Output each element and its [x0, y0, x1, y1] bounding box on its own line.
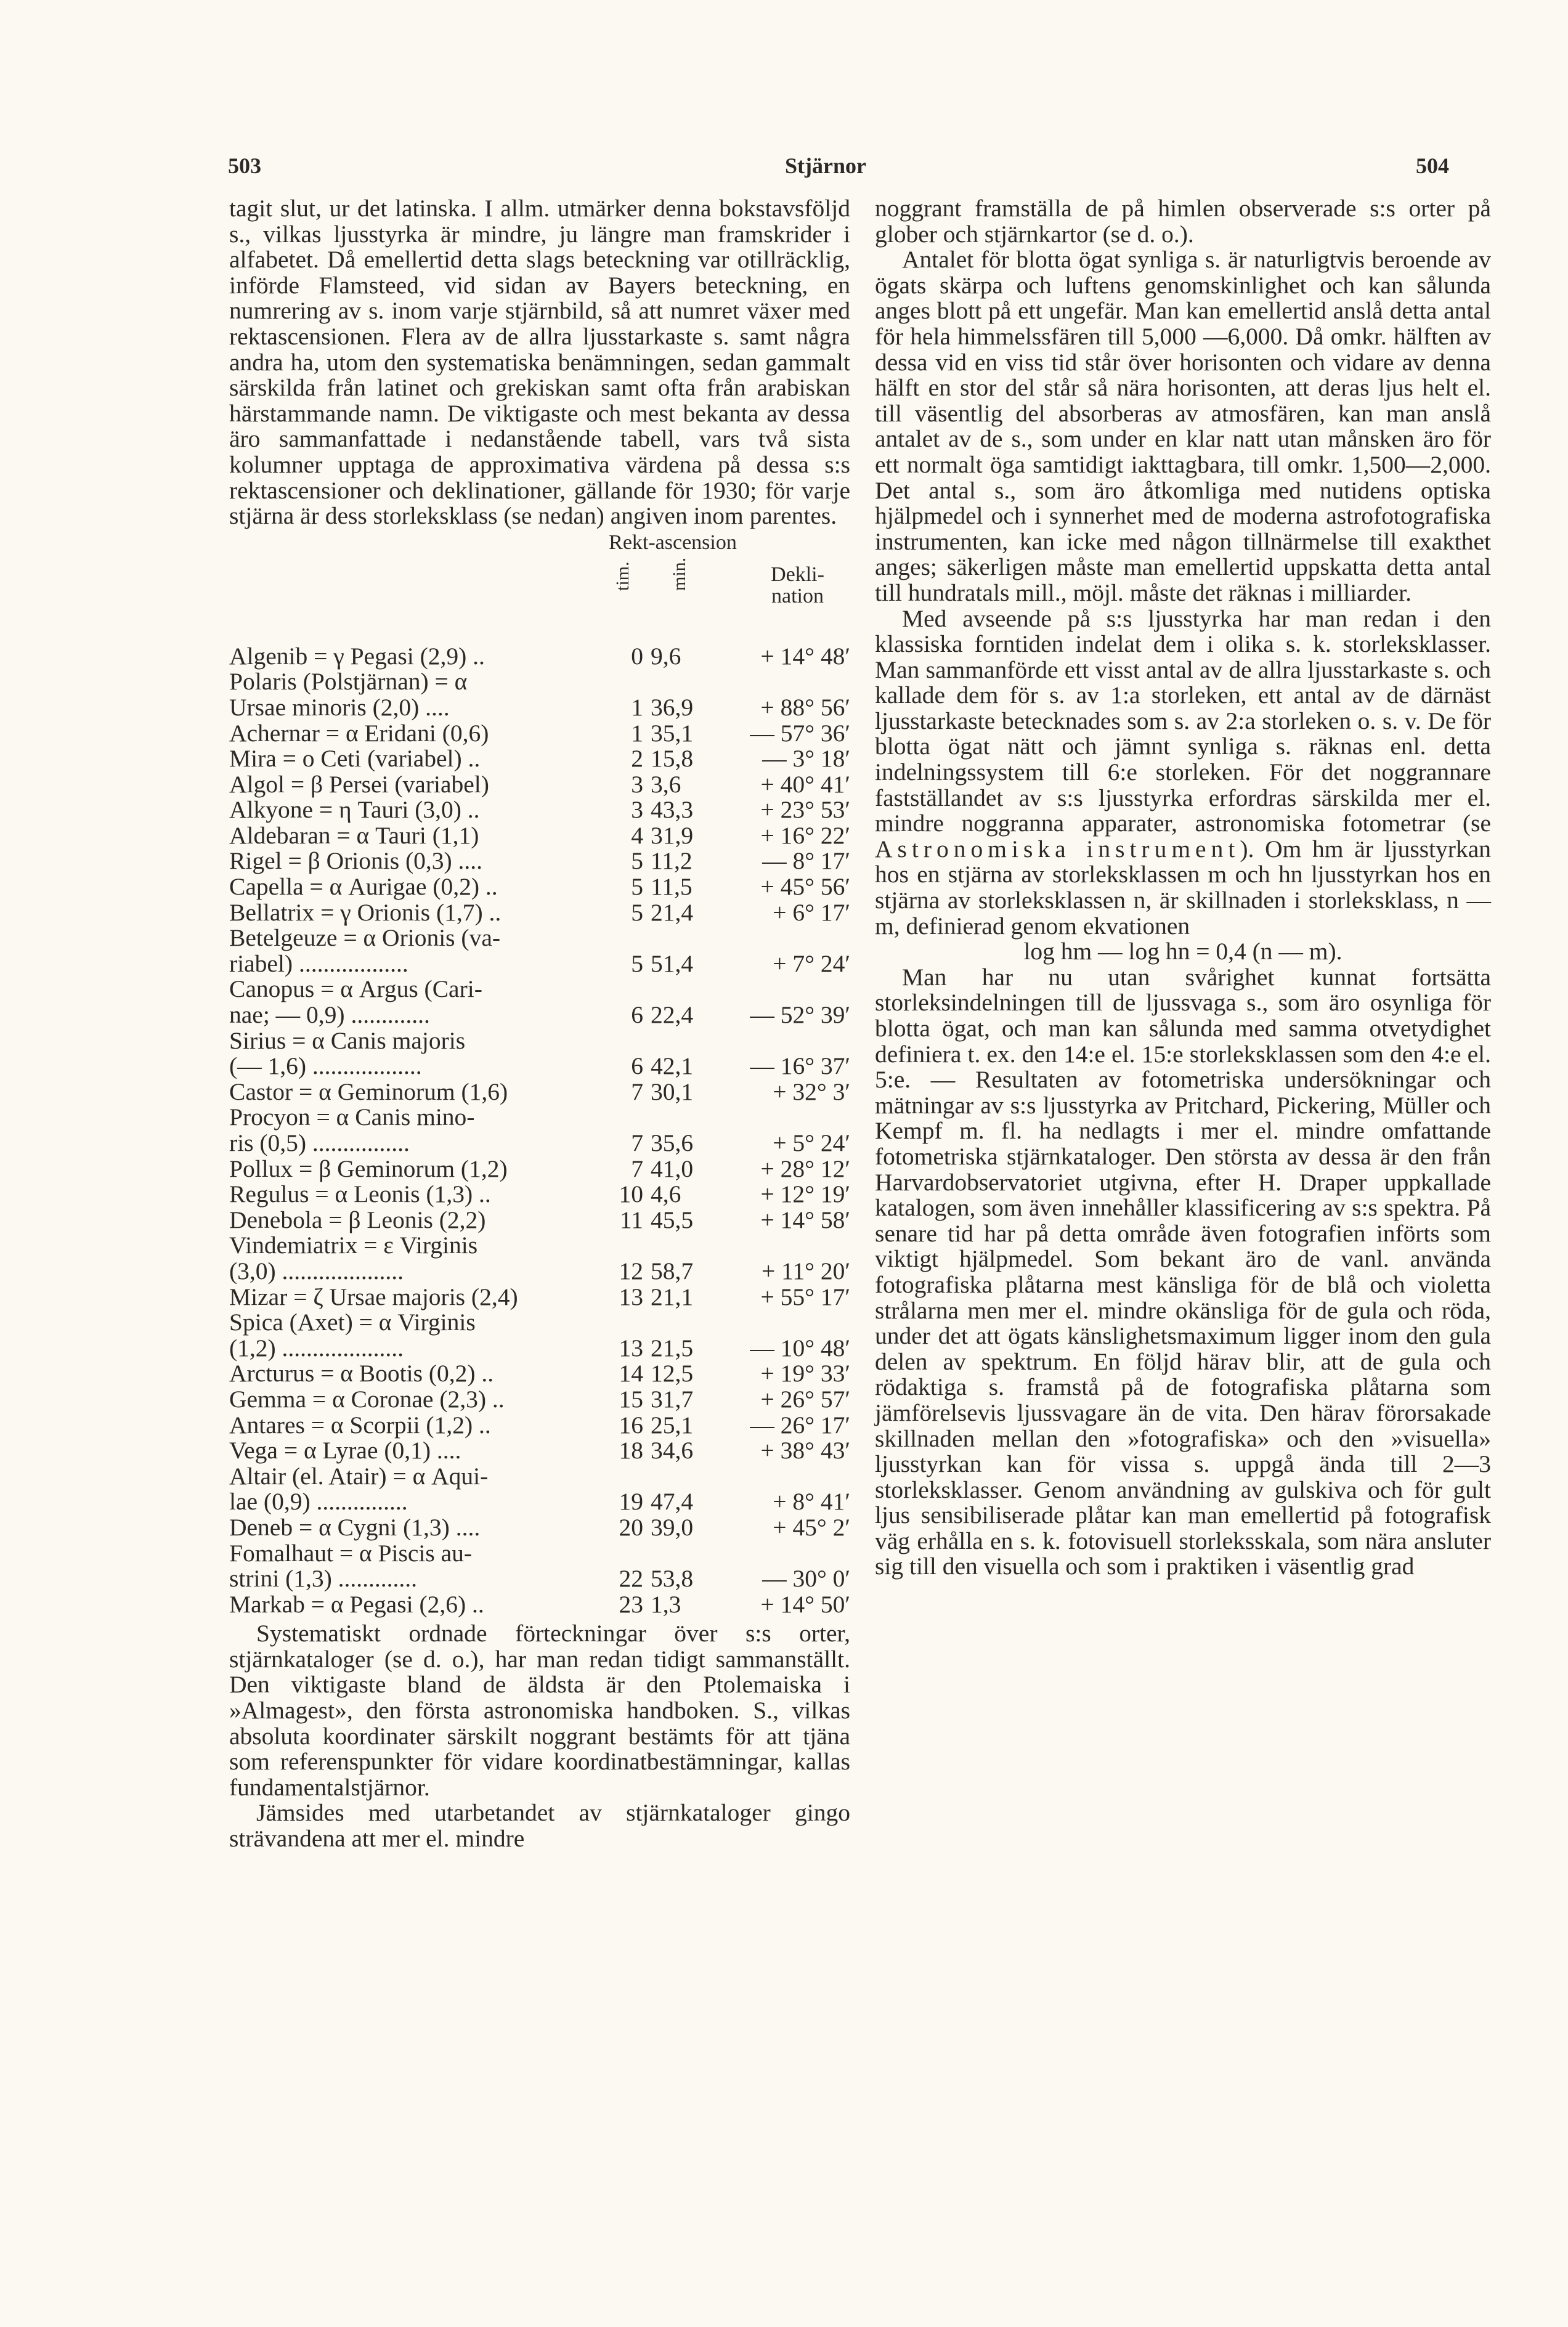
page-number-right: 504: [1416, 153, 1449, 178]
declination: + 19° 33′: [760, 1360, 850, 1387]
ra-hours: 10: [619, 1180, 643, 1208]
star-name: Antares = α Scorpii (1,2) ..: [229, 1411, 491, 1439]
instrument-reference: Astronomiska instrument: [875, 835, 1240, 863]
declination: + 14° 58′: [760, 1206, 850, 1233]
globes-paragraph: noggrant framställa de på himlen observerade s:s orter på glober och stjärnkartor (se d. o.).: [875, 195, 1491, 248]
ra-minutes: 58,7: [651, 1257, 694, 1285]
declination: — 30° 0′: [762, 1565, 850, 1593]
star-name: Polaris (Polstjärnan) = α: [229, 668, 468, 696]
ra-hours: 0: [631, 642, 643, 670]
page-number-left: 503: [228, 153, 261, 178]
table-row: [229, 977, 850, 1002]
table-row: [229, 1336, 850, 1362]
table-row: [229, 1131, 850, 1156]
table-row: [229, 848, 850, 874]
declination: + 14° 48′: [760, 642, 850, 670]
ra-minutes: 51,4: [651, 949, 694, 977]
table-row: [229, 925, 850, 951]
ra-hours: 3: [631, 770, 643, 798]
declination: + 7° 24′: [773, 949, 850, 977]
ra-minutes: 21,5: [651, 1334, 694, 1362]
declination: + 45° 2′: [773, 1513, 850, 1541]
running-title: Stjärnor: [785, 153, 866, 178]
ra-minutes: 53,8: [651, 1565, 694, 1593]
star-name: Ursae minoris (2,0) ....: [229, 693, 450, 721]
table-row: [229, 951, 850, 977]
declination: — 26° 17′: [750, 1411, 850, 1439]
right-column: [875, 196, 1491, 1580]
table-row: [229, 1156, 850, 1182]
star-name: Algenib = γ Pegasi (2,9) ..: [229, 642, 485, 670]
ra-minutes: 12,5: [651, 1360, 694, 1387]
ra-minutes: 9,6: [651, 642, 681, 670]
catalog-paragraph: Systematiskt ordnade förteckningar över s:s orter, stjärnkataloger (se d. o.), har man redan tidigt sammanställt. Den viktigaste bland de äldsta är den Ptolemaiska i »Almagest», den första astronomiska handboken. S., vilkas absoluta koordinater särskilt noggrant bestämts för att tjäna som referenspunkter för vidare koordinatbestämningar, kallas fundamentalstjärnor.: [229, 1620, 850, 1801]
table-row: [229, 1464, 850, 1490]
table-row: [229, 1105, 850, 1131]
ra-minutes: 42,1: [651, 1052, 694, 1080]
declination: + 26° 57′: [760, 1385, 850, 1413]
declination: — 8° 17′: [762, 847, 850, 875]
declination: + 8° 41′: [773, 1488, 850, 1516]
table-row: [229, 874, 850, 900]
declination: + 88° 56′: [760, 693, 850, 721]
ra-minutes: 1,3: [651, 1590, 681, 1618]
declination: + 32° 3′: [773, 1078, 850, 1105]
table-row: [229, 1208, 850, 1233]
ra-minutes: 35,6: [651, 1129, 694, 1156]
declination: + 5° 24′: [773, 1129, 850, 1156]
magnitude-text-b: ). Om hm är ljusstyrkan hos en stjärna av storleksklassen m och hn ljusstyrkan hos en stjärna av storleksklassen n, är skillnaden i storleksklass, n — m, definierad genom ekvationen: [875, 835, 1491, 940]
declination: + 6° 17′: [773, 898, 850, 926]
star-name: nae; — 0,9) .............: [229, 1001, 430, 1029]
star-name: Regulus = α Leonis (1,3) ..: [229, 1180, 491, 1208]
star-name: riabel) ..................: [229, 949, 408, 977]
magnitude-paragraph: [875, 606, 1491, 940]
star-name: Achernar = α Eridani (0,6): [229, 719, 489, 747]
star-name: (3,0) ....................: [229, 1257, 404, 1285]
magnitude-text-a: Med avseende på s:s ljusstyrka har man redan i den klassiska forntiden indelat dem i olika s. k. storleksklasser. Man sammanförde ett visst antal av de allra ljusstarkaste s. och kallade dem för s. av 1:a storleken, ett antal av de därnäst ljusstarkaste betecknades som s. av 2:a storleken o. s. v. De för blotta ögat nätt och jämnt synliga s. räknas enl. detta indelningssystem till 6:e storleken. För det noggrannare fastställandet av s:s ljusstyrka erfordras särskilda mer el. mindre noggranna apparater, astronomiska fotometrar (se: [875, 604, 1491, 837]
ra-hours: 11: [619, 1206, 643, 1233]
star-name: Altair (el. Atair) = α Aqui-: [229, 1462, 489, 1490]
ra-hours: 6: [631, 1052, 643, 1080]
ra-minutes: 34,6: [651, 1437, 694, 1464]
star-name: (1,2) ....................: [229, 1334, 404, 1362]
table-row: [229, 669, 850, 695]
table-row: [229, 644, 850, 670]
ra-minutes: 36,9: [651, 693, 694, 721]
star-name: Sirius = α Canis majoris: [229, 1026, 466, 1054]
table-row: [229, 1233, 850, 1259]
ra-minutes: 30,1: [651, 1078, 694, 1105]
declination: + 16° 22′: [760, 821, 850, 849]
ra-hours: 13: [619, 1334, 643, 1362]
declination: — 3° 18′: [762, 745, 850, 773]
declination: — 52° 39′: [750, 1001, 850, 1029]
table-row: [229, 1054, 850, 1079]
left-column: [229, 196, 850, 1852]
declination: + 23° 53′: [760, 796, 850, 824]
star-name: Denebola = β Leonis (2,2): [229, 1206, 486, 1233]
ra-hours: 2: [631, 745, 643, 773]
star-name: lae (0,9) ...............: [229, 1488, 408, 1516]
star-name: Gemma = α Coronae (2,3) ..: [229, 1385, 505, 1413]
ra-minutes: 25,1: [651, 1411, 694, 1439]
table-row: [229, 1515, 850, 1541]
declination: + 55° 17′: [760, 1283, 850, 1310]
ra-hours: 7: [631, 1129, 643, 1156]
table-row: [229, 1387, 850, 1413]
ra-minutes: 11,5: [651, 873, 693, 901]
star-name: Deneb = α Cygni (1,3) ....: [229, 1513, 481, 1541]
ra-minutes: 43,3: [651, 796, 694, 824]
star-name: Bellatrix = γ Orionis (1,7) ..: [229, 898, 502, 926]
ra-hours: 14: [619, 1360, 643, 1387]
table-row: [229, 1285, 850, 1310]
photometry-paragraph: Man har nu utan svårighet kunnat fortsätta storleksindelningen till de ljussvaga s., som äro osynliga för blotta ögat, och man kan sålunda med samma otvetydighet definiera t. ex. den 14:e el. 15:e storleksklassen som den 4:e el. 5:e. — Resultaten av fotometriska undersökningar och mätningar av s:s ljusstyrka av Pritchard, Pickering, Müller och Kempf m. fl. ha nedlagts i mer el. mindre omfattande fotometriska stjärnkataloger. Den största av dessa är den från Harvardobservatoriet utgivna, efter H. Draper uppkallade katalogen, som även innehåller klassificering av s:s spektra. På senare tid har på detta område även fotografien införts som viktigt hjälpmedel. Som bekant äro de vanl. använda fotografiska plåtarna mest känsliga för de blå och violetta strålarna men mer el. mindre okänsliga för de gula och röda, under det att ögats känslighetsmaximum ligger inom den gula delen av spektrum. En följd härav blir, att de gula och rödaktiga s. framstå på de fotografiska plåtarna som jämförelsevis ljussvagare än de vita. Den härav förorsakade skillnaden mellan den »fotografiska» och den »visuella» ljusstyrkan kan för vissa s. uppgå ända till 2—3 storleksklasser. Genom användning av gulskiva och för gult ljus sensibiliserade plåtar kan man emellertid på fotografisk väg erhålla en s. k. fotovisuell storleksskala, som nära ansluter sig till den visuella och som i praktiken i väsentlig grad: [875, 963, 1491, 1580]
table-row: [229, 772, 850, 798]
ra-minutes: 47,4: [651, 1488, 694, 1516]
table-row: [229, 1361, 850, 1387]
ra-hours: 5: [631, 898, 643, 926]
ra-hours: 18: [619, 1437, 643, 1464]
ra-minutes: 45,5: [651, 1206, 694, 1233]
table-row: [229, 721, 850, 747]
star-name: Spica (Axet) = α Virginis: [229, 1309, 476, 1336]
table-row: [229, 1079, 850, 1105]
ra-hours: 7: [631, 1155, 643, 1182]
ra-minutes: 21,1: [651, 1283, 694, 1310]
ra-hours: 5: [631, 873, 643, 901]
star-name: Mira = ο Ceti (variabel) ..: [229, 745, 481, 773]
ra-hours: 7: [631, 1078, 643, 1105]
table-row: [229, 1489, 850, 1515]
table-row: [229, 1182, 850, 1208]
ra-hours: 19: [619, 1488, 643, 1516]
declination: + 40° 41′: [760, 770, 850, 798]
star-name: Rigel = β Orionis (0,3) ....: [229, 847, 483, 875]
table-row: [229, 823, 850, 849]
ra-hours: 23: [619, 1590, 643, 1618]
star-name: Aldebaran = α Tauri (1,1): [229, 821, 479, 849]
star-name: Arcturus = α Bootis (0,2) ..: [229, 1360, 494, 1387]
star-table: [229, 644, 850, 1618]
ra-hours: 1: [631, 693, 643, 721]
ra-hours: 13: [619, 1283, 643, 1310]
ra-minutes: 21,4: [651, 898, 694, 926]
star-name: Betelgeuze = α Orionis (va-: [229, 924, 501, 952]
declination: — 10° 48′: [750, 1334, 850, 1362]
table-row: [229, 1259, 850, 1285]
intro-paragraph: tagit slut, ur det latinska. I allm. utmärker denna bokstavsföljd s., vilkas ljusstyrka är mindre, ju längre man framskrider i alfabetet. Då emellertid detta slags beteckning var otillräcklig, införde Flamsteed, vid sidan av Bayers beteckning, en numrering av s. inom varje stjärnbild, så att numret växer med rektascensionen. Flera av de allra ljusstarkaste s. samt några andra ha, utom den systematiska benämningen, sedan gammalt särskilda från latinet och grekiskan samt ofta från arabiskan härstammande namn. De viktigaste och mest bekanta av dessa äro sammanfattade i nedanstående tabell, vars två sista kolumner upptaga de approximativa värdena på dessa s:s rektascensioner och deklinationer, gällande för 1930; för varje stjärna är dess storleksklass (se nedan) angiven inom parentes.: [229, 195, 850, 530]
ra-hours: 5: [631, 949, 643, 977]
header-rektascension: Rekt-ascension: [609, 530, 737, 554]
star-name: Castor = α Geminorum (1,6): [229, 1078, 508, 1105]
table-row: [229, 1002, 850, 1028]
ra-minutes: 41,0: [651, 1155, 694, 1182]
table-row: [229, 1438, 850, 1464]
ra-minutes: 4,6: [651, 1180, 681, 1208]
count-paragraph: Antalet för blotta ögat synliga s. är naturligtvis beroende av ögats skärpa och luftens genomskinlighet och kan sålunda anges blott på ett ungefär. Man kan emellertid anslå detta antal för hela himmelssfären till 5,000 —6,000. Då omkr. hälften av dessa vid en viss tid står över horisonten och vidare av denna hälft en stor del står så nära horisonten, att deras ljus helt el. till väsentlig del absorberas av atmosfären, kan man anslå antalet av de s., som under en klar natt utan månsken äro för ett normalt öga samtidigt iakttagbara, till omkr. 1,500—2,000. Det antal s., som äro åtkomliga med nutidens optiska hjälpmedel och i synnerhet med de moderna astrofotografiska instrumenten, kan icke med någon tillnärmelse till exakthet anges; säkerligen måste man emellertid uppskatta detta antal till hundratals mill., möjl. måste det räknas i milliarder.: [875, 246, 1491, 606]
table-row: [229, 695, 850, 721]
star-name: Vindemiatrix = ε Virginis: [229, 1232, 478, 1259]
star-name: strini (1,3) .............: [229, 1565, 418, 1593]
ra-hours: 22: [619, 1565, 643, 1593]
header-min: min.: [669, 557, 689, 591]
table-row: [229, 1413, 850, 1439]
header-tim: tim.: [612, 561, 633, 591]
star-name: Vega = α Lyrae (0,1) ....: [229, 1437, 461, 1464]
star-name: Procyon = α Canis mino-: [229, 1103, 475, 1131]
table-row: [229, 1310, 850, 1336]
magnitude-formula: log hm — log hn = 0,4 (n — m).: [1023, 938, 1343, 965]
ra-minutes: 3,6: [651, 770, 681, 798]
declination: — 57° 36′: [750, 719, 850, 747]
ra-minutes: 22,4: [651, 1001, 694, 1029]
declination: + 14° 50′: [760, 1590, 850, 1618]
ra-minutes: 15,8: [651, 745, 694, 773]
star-name: Fomalhaut = α Piscis au-: [229, 1539, 473, 1567]
ra-minutes: 35,1: [651, 719, 694, 747]
table-row: [229, 746, 850, 772]
ra-hours: 15: [619, 1385, 643, 1413]
ra-minutes: 11,2: [651, 847, 693, 875]
star-name: ris (0,5) ................: [229, 1129, 410, 1156]
ra-minutes: 31,7: [651, 1385, 694, 1413]
ra-minutes: 39,0: [651, 1513, 694, 1541]
ra-hours: 4: [631, 821, 643, 849]
ra-hours: 1: [631, 719, 643, 747]
star-name: Markab = α Pegasi (2,6) ..: [229, 1590, 484, 1618]
declination: + 12° 19′: [760, 1180, 850, 1208]
star-name: (— 1,6) ..................: [229, 1052, 422, 1080]
closing-paragraph: Jämsides med utarbetandet av stjärnkataloger gingo strävandena att mer el. mindre: [229, 1799, 850, 1853]
table-row: [229, 1592, 850, 1618]
declination: + 45° 56′: [760, 873, 850, 901]
star-name: Capella = α Aurigae (0,2) ..: [229, 873, 498, 901]
ra-minutes: 31,9: [651, 821, 694, 849]
star-name: Mizar = ζ Ursae majoris (2,4): [229, 1283, 518, 1310]
declination: + 11° 20′: [762, 1257, 850, 1285]
star-table-header: [229, 532, 850, 644]
table-row: [229, 1028, 850, 1054]
ra-hours: 20: [619, 1513, 643, 1541]
table-row: [229, 1541, 850, 1567]
ra-hours: 3: [631, 796, 643, 824]
table-row: [229, 1566, 850, 1592]
ra-hours: 5: [631, 847, 643, 875]
star-name: Alkyone = η Tauri (3,0) ..: [229, 796, 480, 824]
table-row: [229, 900, 850, 926]
ra-hours: 6: [631, 1001, 643, 1029]
star-name: Algol = β Persei (variabel): [229, 770, 489, 798]
declination: + 38° 43′: [760, 1437, 850, 1464]
header-deklination: Dekli-nation: [771, 562, 824, 607]
star-name: Pollux = β Geminorum (1,2): [229, 1155, 508, 1182]
star-name: Canopus = α Argus (Cari-: [229, 975, 482, 1003]
ra-hours: 12: [619, 1257, 643, 1285]
declination: + 28° 12′: [760, 1155, 850, 1182]
declination: — 16° 37′: [750, 1052, 850, 1080]
ra-hours: 16: [619, 1411, 643, 1439]
table-row: [229, 797, 850, 823]
